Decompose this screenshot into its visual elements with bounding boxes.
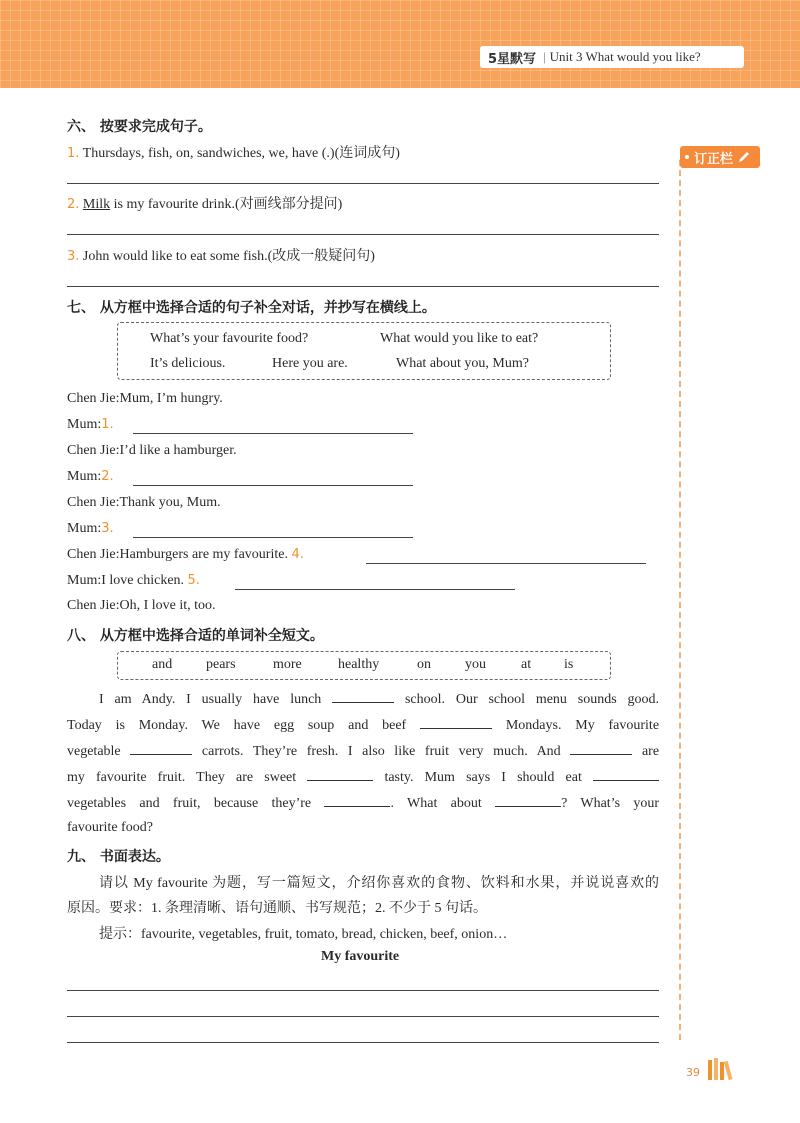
dot-icon — [685, 155, 689, 159]
dialog-text: Mum, I’m hungry. — [119, 391, 223, 406]
answer-line[interactable] — [235, 589, 515, 590]
box-word: at — [521, 657, 532, 672]
item-text: John would like to eat some fish.(改成一般疑问句) — [82, 249, 375, 264]
writing-line[interactable] — [67, 1016, 659, 1017]
blank[interactable] — [495, 794, 561, 807]
box-sentence: Here you are. — [272, 356, 348, 371]
box-word: and — [152, 657, 173, 672]
dialog-line — [67, 598, 216, 614]
passage-line — [67, 794, 659, 812]
blank-number: 3. — [101, 521, 114, 536]
passage-text: carrots. They’re fresh. I also like fruit very much. And — [201, 744, 561, 759]
box-word: you — [465, 657, 486, 672]
dialog-line — [67, 547, 304, 563]
box-sentence: What’s your favourite food? — [150, 331, 309, 346]
blank[interactable] — [570, 742, 632, 755]
blank[interactable] — [593, 768, 659, 781]
dialog-line — [67, 521, 114, 537]
passage-text: school. Our school menu sounds good. — [404, 692, 659, 707]
dialog-line — [67, 573, 200, 589]
prompt-line-2: 原因。要求：1. 条理清晰、语句通顺、书写规范；2. 不少于 5 句话。 — [67, 901, 487, 916]
dialog-text: I love chicken. — [101, 573, 185, 588]
item-number: 1. — [67, 146, 80, 161]
passage-text: I am Andy. I usually have lunch — [99, 692, 322, 707]
speaker: Mum: — [67, 573, 102, 588]
passage-text: ? What’s your — [561, 796, 660, 811]
brand-label: 5星默写 — [488, 51, 537, 67]
s6-item-3 — [67, 245, 375, 265]
speaker: Chen Jie: — [67, 443, 120, 458]
section8-title: 八、 从方框中选择合适的单词补全短文。 — [67, 628, 324, 644]
prompt-line-1: 请以 My favourite 为题，写一篇短文，介绍你喜欢的食物、饮料和水果，并说说喜欢的 — [99, 876, 659, 891]
passage-text: my favourite fruit. They are sweet — [67, 770, 297, 785]
passage-line — [67, 768, 659, 786]
dialog-text: Thank you, Mum. — [119, 495, 221, 510]
sentence-box — [117, 322, 611, 380]
passage-text: . What about — [390, 796, 482, 811]
passage-text: Today is Monday. We have egg soup and beef — [67, 718, 407, 733]
answer-line[interactable] — [133, 485, 413, 486]
answer-line[interactable] — [67, 234, 659, 235]
passage-text: Mondays. My favourite — [505, 718, 660, 733]
separator: | — [543, 49, 546, 64]
speaker: Chen Jie: — [67, 391, 120, 406]
dialog-line — [67, 417, 114, 433]
blank[interactable] — [420, 716, 492, 729]
blank[interactable] — [332, 690, 394, 703]
answer-line[interactable] — [133, 537, 413, 538]
passage-text: vegetables and fruit, because they’re — [67, 796, 312, 811]
passage-line — [67, 742, 659, 760]
underlined-word: Milk — [82, 197, 111, 212]
answer-line[interactable] — [67, 183, 659, 184]
passage-line — [67, 716, 659, 734]
blank-number: 4. — [291, 547, 304, 562]
speaker: Mum: — [67, 417, 102, 432]
box-word: on — [417, 657, 431, 672]
box-sentence: It’s delicious. — [150, 356, 226, 371]
box-sentence: What would you like to eat? — [380, 331, 539, 346]
blank[interactable] — [324, 794, 390, 807]
passage-text: vegetable — [67, 744, 121, 759]
speaker: Mum: — [67, 521, 102, 536]
passage-line — [99, 690, 659, 708]
section7-title: 七、 从方框中选择合适的句子补全对话，并抄写在横线上。 — [67, 300, 436, 316]
blank-number: 1. — [101, 417, 114, 432]
speaker: Chen Jie: — [67, 598, 120, 613]
passage-line — [67, 820, 153, 836]
writing-line[interactable] — [67, 990, 659, 991]
item-number: 3. — [67, 249, 80, 264]
blank[interactable] — [130, 742, 192, 755]
pencil-icon — [737, 150, 751, 164]
answer-line[interactable] — [67, 286, 659, 287]
item-number: 2. — [67, 197, 80, 212]
passage-text: favourite food? — [67, 820, 153, 835]
box-word: healthy — [338, 657, 380, 672]
hint-line: 提示：favourite, vegetables, fruit, tomato, bread, chicken, beef, onion… — [99, 927, 508, 942]
correction-badge — [680, 146, 760, 168]
box-word: pears — [206, 657, 236, 672]
blank-number: 5. — [187, 573, 200, 588]
unit-title: Unit 3 What would you like? — [549, 49, 701, 64]
dialog-text: Oh, I love it, too. — [119, 598, 216, 613]
dialog-line — [67, 443, 237, 459]
s6-item-1 — [67, 142, 400, 162]
correction-label: 订正栏 — [694, 151, 734, 167]
item-text: is my favourite drink.(对画线部分提问) — [110, 197, 343, 212]
passage-text: tasty. Mum says I should eat — [384, 770, 582, 785]
dialog-line — [67, 495, 221, 511]
speaker: Mum: — [67, 469, 102, 484]
passage-text: are — [641, 744, 660, 759]
speaker: Chen Jie: — [67, 547, 120, 562]
dialog-line — [67, 391, 223, 407]
box-word: is — [564, 657, 574, 672]
dialog-text: I’d like a hamburger. — [119, 443, 237, 458]
speaker: Chen Jie: — [67, 495, 120, 510]
composition-title: My favourite — [321, 949, 400, 964]
header-band — [0, 0, 800, 88]
books-icon — [708, 1058, 736, 1082]
correction-column-divider — [679, 160, 681, 1040]
writing-line[interactable] — [67, 1042, 659, 1043]
box-word: more — [273, 657, 302, 672]
blank[interactable] — [307, 768, 373, 781]
answer-line[interactable] — [133, 433, 413, 434]
unit-tag — [480, 46, 744, 68]
item-text: Thursdays, fish, on, sandwiches, we, have (.)(连词成句) — [82, 146, 400, 161]
box-sentence: What about you, Mum? — [396, 356, 529, 371]
dialog-line — [67, 469, 114, 485]
blank-number: 2. — [101, 469, 114, 484]
section9-title: 九、 书面表达。 — [67, 849, 170, 865]
section6-title: 六、 按要求完成句子。 — [67, 119, 212, 135]
dialog-text: Hamburgers are my favourite. — [119, 547, 288, 562]
page-number: 39 — [686, 1066, 700, 1079]
answer-line[interactable] — [366, 563, 646, 564]
s6-item-2 — [67, 193, 342, 213]
word-box — [117, 651, 611, 680]
